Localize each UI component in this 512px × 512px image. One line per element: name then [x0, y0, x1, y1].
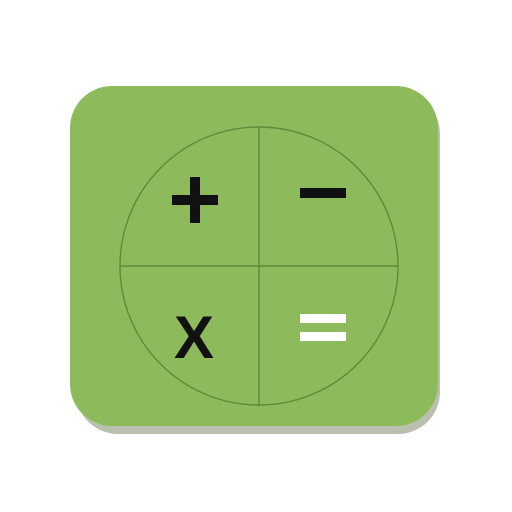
- multiply-icon: X: [173, 304, 215, 371]
- minus-icon: [300, 188, 346, 198]
- equals-icon: [300, 314, 346, 341]
- plus-icon: [172, 177, 218, 223]
